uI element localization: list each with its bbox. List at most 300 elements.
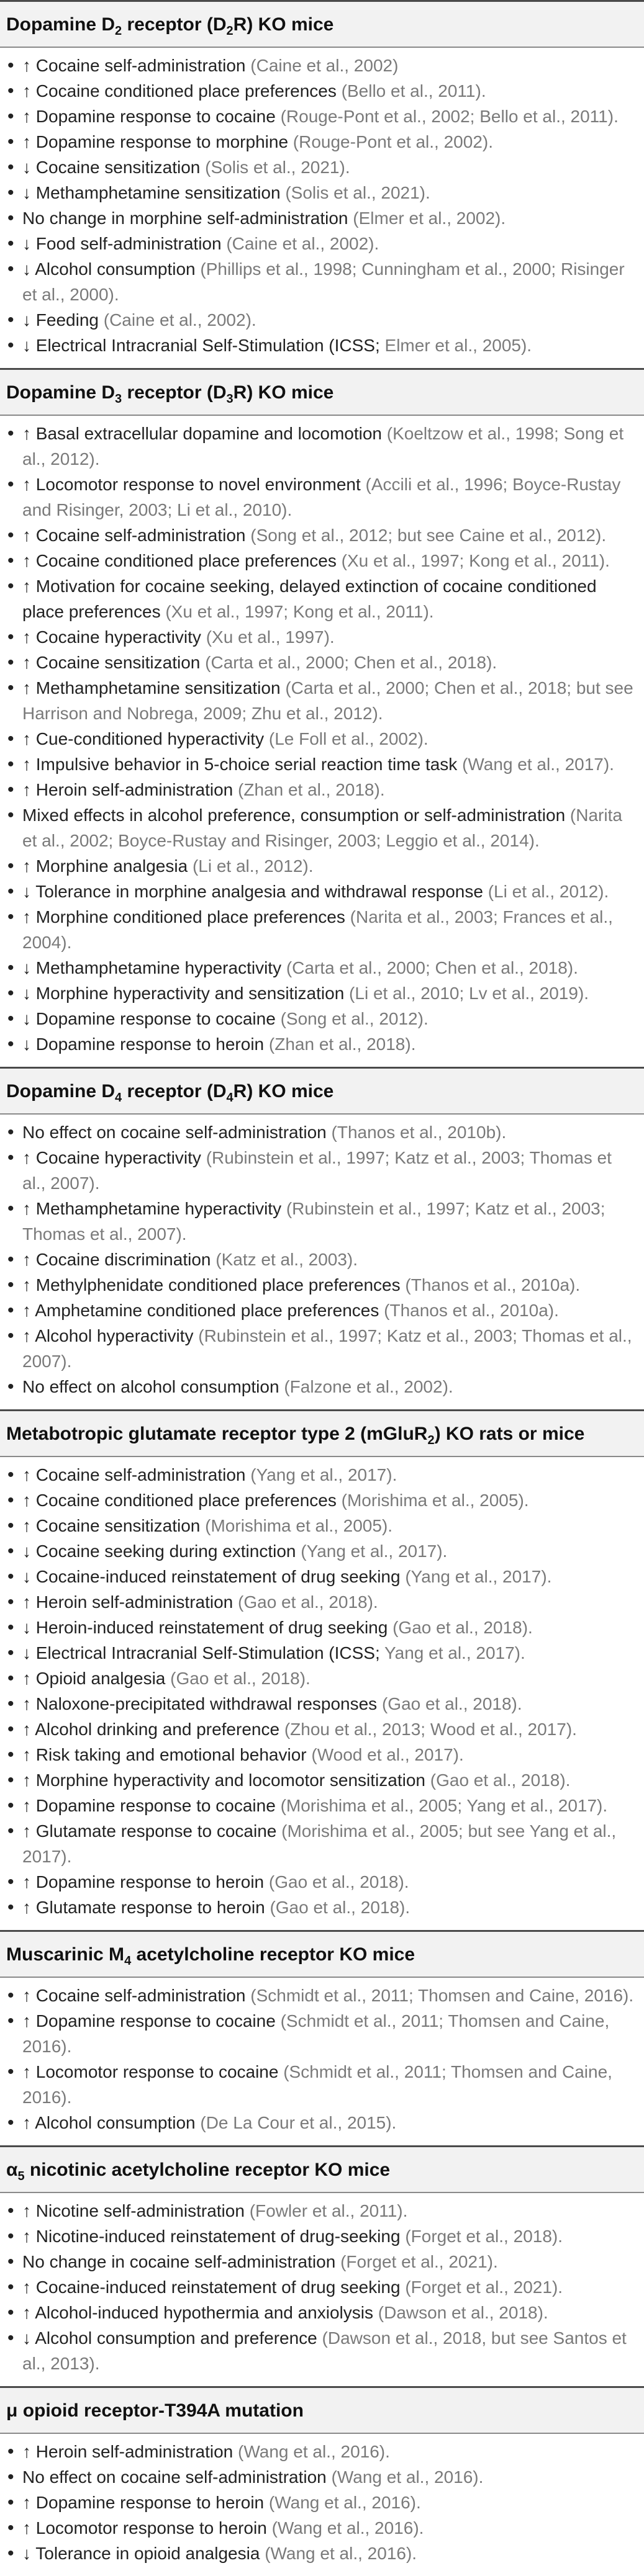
- bullet-icon: •: [7, 576, 14, 596]
- finding-item: [7, 1462, 637, 1488]
- bullet-icon: •: [7, 1465, 14, 1485]
- finding-text: ↑ Alcohol consumption: [22, 2113, 201, 2132]
- finding-text: No change in cocaine self-administration: [22, 2252, 341, 2271]
- bullet-icon: •: [7, 1897, 14, 1918]
- citation-link[interactable]: (Carta et al., 2000; Chen et al., 2018).: [286, 958, 578, 977]
- citation-link[interactable]: (Rubinstein et al., 1997; Katz et al., 2003; Thomas et al., 2007).: [22, 1199, 605, 1244]
- section-heading: [0, 1409, 644, 1457]
- finding-item: [7, 2059, 637, 2110]
- finding-item: [7, 624, 637, 650]
- finding-item: [7, 981, 637, 1006]
- finding-text: ↑ Heroin self-administration: [22, 1592, 238, 1612]
- table-section: [0, 1409, 644, 1930]
- finding-text: ↑ Cocaine hyperactivity: [22, 627, 206, 647]
- heading-text: R) KO mice: [233, 14, 334, 35]
- bullet-icon: •: [7, 1008, 14, 1029]
- citation-link[interactable]: (Schmidt et al., 2011; Thomsen and Caine, 2016).: [250, 1986, 634, 2005]
- finding-item: [7, 78, 637, 104]
- bullet-icon: •: [7, 1490, 14, 1510]
- finding-item: [7, 2300, 637, 2325]
- citation-link[interactable]: (Rouge-Pont et al., 2002; Bello et al., 2011).: [280, 107, 619, 126]
- citation-link[interactable]: (Wang et al., 2017).: [462, 755, 614, 774]
- finding-item: [7, 1640, 637, 1666]
- finding-text: ↑ Heroin self-administration: [22, 2442, 238, 2461]
- citation-link[interactable]: (Thanos et al., 2010a).: [384, 1301, 559, 1320]
- finding-list: [0, 1457, 644, 1930]
- citation-link[interactable]: (Koeltzow et al., 1998; Song et al., 2012).: [22, 424, 624, 469]
- finding-item: [7, 155, 637, 180]
- finding-text: ↓ Methamphetamine hyperactivity: [22, 958, 286, 977]
- table-section: [0, 2145, 644, 2386]
- bullet-icon: •: [7, 1985, 14, 2006]
- finding-text: ↑ Locomotor response to cocaine: [22, 2062, 284, 2081]
- bullet-icon: •: [7, 779, 14, 800]
- finding-item: [7, 1983, 637, 2008]
- bullet-icon: •: [7, 106, 14, 127]
- citation-link[interactable]: Elmer et al., 2005).: [384, 336, 532, 355]
- citation-link[interactable]: (Morishima et al., 2005).: [341, 1491, 529, 1510]
- finding-text: ↓ Morphine hyperactivity and sensitization: [22, 984, 350, 1003]
- heading-text: nicotinic acetylcholine receptor KO mice: [24, 2160, 391, 2180]
- finding-text: ↑ Heroin self-administration: [22, 780, 238, 799]
- finding-text: ↑ Glutamate response to heroin: [22, 1898, 270, 1917]
- finding-text: No change in morphine self-administration: [22, 209, 353, 228]
- finding-item: [7, 256, 637, 307]
- finding-text: ↑ Cocaine sensitization: [22, 653, 206, 672]
- finding-text: ↑ Cocaine self-administration: [22, 56, 251, 75]
- citation-link[interactable]: (Rubinstein et al., 1997; Katz et al., 2003; Thomas et al., 2007).: [22, 1326, 632, 1371]
- bullet-icon: •: [7, 2112, 14, 2133]
- bullet-icon: •: [7, 1744, 14, 1765]
- bullet-icon: •: [7, 233, 14, 254]
- finding-item: [7, 231, 637, 256]
- finding-item: [7, 53, 637, 78]
- finding-text: ↑ Dopamine response to cocaine: [22, 107, 281, 126]
- finding-item: [7, 904, 637, 955]
- bullet-icon: •: [7, 1592, 14, 1612]
- section-heading: [0, 1930, 644, 1978]
- finding-item: [7, 1691, 637, 1717]
- heading-text: receptor (D: [122, 382, 227, 403]
- finding-text: ↓ Heroin-induced reinstatement of drug seeking: [22, 1618, 393, 1637]
- heading-subscript: 2: [115, 24, 122, 38]
- bullet-icon: •: [7, 550, 14, 571]
- finding-text: ↑ Nicotine-induced reinstatement of drug-seeking: [22, 2227, 406, 2246]
- citation-link[interactable]: (Katz et al., 2003).: [215, 1250, 358, 1269]
- bullet-icon: •: [7, 525, 14, 545]
- finding-text: ↑ Naloxone-precipitated withdrawal responses: [22, 1694, 382, 1713]
- citation-link[interactable]: (Gao et al., 2018).: [270, 1898, 410, 1917]
- heading-text: Metabotropic glutamate receptor type 2 (mGluR: [6, 1424, 428, 1444]
- citation-link[interactable]: (Carta et al., 2000; Chen et al., 2018).: [205, 653, 497, 672]
- citation-link[interactable]: (Xu et al., 1997; Kong et al., 2011).: [165, 602, 434, 621]
- finding-text: ↑ Cue-conditioned hyperactivity: [22, 729, 269, 748]
- citation-link[interactable]: (Gao et al., 2018).: [392, 1618, 533, 1637]
- finding-text: ↑ Opioid analgesia: [22, 1669, 171, 1688]
- finding-item: [7, 1006, 637, 1031]
- bullet-icon: •: [7, 958, 14, 978]
- citation-link[interactable]: (Wang et al., 2016).: [238, 2442, 390, 2461]
- citation-link[interactable]: (Falzone et al., 2002).: [284, 1377, 453, 1396]
- bullet-icon: •: [7, 335, 14, 356]
- bullet-icon: •: [7, 81, 14, 101]
- finding-text: ↑ Glutamate response to cocaine: [22, 1821, 282, 1841]
- citation-link[interactable]: (Gao et al., 2018).: [381, 1694, 522, 1713]
- section-heading: [0, 368, 644, 416]
- bullet-icon: •: [7, 881, 14, 902]
- finding-item: [7, 1767, 637, 1793]
- finding-text: ↑ Nicotine self-administration: [22, 2201, 250, 2220]
- finding-text: ↓ Alcohol consumption: [22, 259, 201, 279]
- bullet-icon: •: [7, 1694, 14, 1714]
- citation-link[interactable]: (Forget et al., 2021).: [340, 2252, 498, 2271]
- heading-subscript: 3: [226, 392, 234, 406]
- citation-link[interactable]: (Solis et al., 2021).: [285, 183, 430, 202]
- bullet-icon: •: [7, 259, 14, 279]
- citation-link[interactable]: (Narita et al., 2003; Frances et al., 2004).: [22, 907, 613, 952]
- citation-link[interactable]: (Li et al., 2012).: [192, 856, 314, 876]
- finding-item: [7, 1513, 637, 1538]
- bullet-icon: •: [7, 1617, 14, 1638]
- heading-subscript: 3: [115, 392, 122, 406]
- bullet-icon: •: [7, 2011, 14, 2031]
- citation-link[interactable]: (Rouge-Pont et al., 2002).: [293, 132, 493, 151]
- finding-text: No effect on alcohol consumption: [22, 1377, 284, 1396]
- finding-text: ↑ Locomotor response to novel environment: [22, 475, 366, 494]
- citation-link[interactable]: (Elmer et al., 2002).: [353, 209, 506, 228]
- heading-text: acetylcholine receptor KO mice: [131, 1944, 415, 1965]
- finding-item: [7, 650, 637, 675]
- bullet-icon: •: [7, 2543, 14, 2564]
- citation-link[interactable]: (Wang et al., 2016).: [265, 2544, 417, 2563]
- heading-text: Dopamine D: [6, 1081, 116, 1102]
- citation-link[interactable]: (Xu et al., 1997).: [206, 627, 335, 647]
- finding-item: [7, 548, 637, 573]
- finding-text: ↑ Cocaine hyperactivity: [22, 1148, 206, 1167]
- finding-text: ↑ Dopamine response to cocaine: [22, 1796, 281, 1815]
- citation-link[interactable]: (Song et al., 2012).: [280, 1009, 429, 1028]
- finding-text: ↑ Methylphenidate conditioned place preferences: [22, 1275, 406, 1295]
- finding-item: [7, 726, 637, 752]
- citation-link[interactable]: Yang et al., 2017).: [384, 1643, 525, 1663]
- finding-item: [7, 205, 637, 231]
- citation-link[interactable]: (Schmidt et al., 2011; Thomsen and Caine, 2016).: [22, 2011, 610, 2056]
- heading-subscript: 2: [226, 24, 234, 38]
- finding-text: ↓ Food self-administration: [22, 234, 227, 253]
- finding-item: [7, 2439, 637, 2464]
- finding-item: [7, 1793, 637, 1818]
- finding-text: ↑ Alcohol hyperactivity: [22, 1326, 199, 1345]
- heading-subscript: 4: [124, 1954, 132, 1968]
- citation-link[interactable]: (Fowler et al., 2011).: [249, 2201, 408, 2220]
- finding-text: ↓ Alcohol consumption and preference: [22, 2328, 322, 2348]
- finding-item: [7, 1538, 637, 1564]
- finding-item: [7, 1488, 637, 1513]
- finding-text: ↑ Basal extracellular dopamine and locomotion: [22, 424, 387, 443]
- heading-text: α: [6, 2160, 18, 2180]
- citation-link[interactable]: (Morishima et al., 2005; but see Yang et al., 2017).: [22, 1821, 617, 1866]
- bullet-icon: •: [7, 1147, 14, 1168]
- finding-list: [0, 2434, 644, 2576]
- finding-list: [0, 2193, 644, 2386]
- finding-text: ↑ Morphine hyperactivity and locomotor sensitization: [22, 1770, 430, 1790]
- finding-text: ↓ Electrical Intracranial Self-Stimulation (ICSS;: [22, 1643, 385, 1663]
- finding-item: [7, 1120, 637, 1145]
- finding-text: ↑ Cocaine sensitization: [22, 1516, 206, 1535]
- finding-text: ↑ Dopamine response to cocaine: [22, 2011, 281, 2031]
- table-section: [0, 1067, 644, 1409]
- finding-text: ↑ Motivation for cocaine seeking, delayed extinction of cocaine conditioned place preferences: [22, 577, 597, 621]
- section-heading: [0, 2145, 644, 2193]
- finding-text: ↑ Dopamine response to heroin: [22, 1872, 269, 1892]
- finding-item: [7, 2198, 637, 2224]
- bullet-icon: •: [7, 1770, 14, 1790]
- finding-item: [7, 1374, 637, 1399]
- citation-link[interactable]: (Bello et al., 2011).: [341, 81, 486, 101]
- bullet-icon: •: [7, 55, 14, 76]
- bullet-icon: •: [7, 2201, 14, 2221]
- bullet-icon: •: [7, 1821, 14, 1841]
- finding-item: [7, 1196, 637, 1247]
- finding-item: [7, 472, 637, 523]
- finding-text: ↓ Methamphetamine sensitization: [22, 183, 286, 202]
- finding-text: ↓ Tolerance in morphine analgesia and withdrawal response: [22, 882, 488, 901]
- finding-text: ↑ Cocaine-induced reinstatement of drug seeking: [22, 2278, 406, 2297]
- finding-item: [7, 421, 637, 472]
- heading-text: Muscarinic M: [6, 1944, 125, 1965]
- bullet-icon: •: [7, 182, 14, 203]
- finding-text: ↑ Cocaine conditioned place preferences: [22, 551, 342, 570]
- finding-list: [0, 416, 644, 1067]
- finding-item: [7, 675, 637, 726]
- citation-link[interactable]: (Forget et al., 2021).: [405, 2278, 563, 2297]
- bullet-icon: •: [7, 1300, 14, 1321]
- finding-item: [7, 333, 637, 358]
- bullet-icon: •: [7, 1719, 14, 1739]
- finding-item: [7, 129, 637, 155]
- finding-text: ↓ Dopamine response to cocaine: [22, 1009, 281, 1028]
- citation-link[interactable]: (Gao et al., 2018).: [268, 1872, 409, 1892]
- finding-item: [7, 1869, 637, 1895]
- finding-item: [7, 1717, 637, 1742]
- citation-link[interactable]: (Carta et al., 2000; Chen et al., 2018; but see Harrison and Nobrega, 2009; Zhu et al., 2012).: [22, 678, 633, 723]
- heading-text: receptor (D: [122, 1081, 227, 1102]
- heading-text: receptor (D: [122, 14, 227, 35]
- citation-link[interactable]: (Caine et al., 2002): [250, 56, 399, 75]
- citation-link[interactable]: (Zhou et al., 2013; Wood et al., 2017).: [284, 1720, 577, 1739]
- citation-link[interactable]: (Yang et al., 2017).: [250, 1465, 397, 1484]
- finding-item: [7, 955, 637, 981]
- citation-link[interactable]: (Morishima et al., 2005).: [205, 1516, 393, 1535]
- citation-link[interactable]: (Dawson et al., 2018, but see Santos et al., 2013).: [22, 2328, 627, 2373]
- finding-list: [0, 1978, 644, 2145]
- finding-item: [7, 2224, 637, 2249]
- bullet-icon: •: [7, 208, 14, 228]
- bullet-icon: •: [7, 2302, 14, 2323]
- citation-link[interactable]: (Xu et al., 1997; Kong et al., 2011).: [341, 551, 610, 570]
- citation-link[interactable]: (Gao et al., 2018).: [430, 1770, 571, 1790]
- finding-item: [7, 777, 637, 802]
- heading-text: Dopamine D: [6, 382, 116, 403]
- finding-item: [7, 180, 637, 205]
- finding-text: ↓ Cocaine-induced reinstatement of drug seeking: [22, 1567, 406, 1586]
- section-heading: [0, 1067, 644, 1115]
- finding-item: [7, 1615, 637, 1640]
- bullet-icon: •: [7, 1122, 14, 1142]
- heading-subscript: 5: [17, 2170, 25, 2183]
- citation-link[interactable]: (Gao et al., 2018).: [238, 1592, 378, 1612]
- citation-link[interactable]: (Yang et al., 2017).: [301, 1542, 448, 1561]
- finding-text: ↑ Methamphetamine hyperactivity: [22, 1199, 286, 1218]
- citation-link[interactable]: (Thanos et al., 2010a).: [405, 1275, 581, 1295]
- bullet-icon: •: [7, 1668, 14, 1689]
- citation-link[interactable]: (Wang et al., 2016).: [331, 2467, 484, 2487]
- bullet-icon: •: [7, 805, 14, 825]
- citation-link[interactable]: (Li et al., 2010; Lv et al., 2019).: [349, 984, 589, 1003]
- finding-item: [7, 573, 637, 624]
- heading-subscript: 4: [115, 1091, 122, 1105]
- citation-link[interactable]: (Narita et al., 2002; Boyce-Rustay and Risinger, 2003; Leggio et al., 2014).: [22, 806, 622, 850]
- bullet-icon: •: [7, 678, 14, 698]
- finding-item: [7, 523, 637, 548]
- finding-item: [7, 1272, 637, 1298]
- bullet-icon: •: [7, 474, 14, 495]
- citation-link[interactable]: (Gao et al., 2018).: [170, 1669, 311, 1688]
- citation-link[interactable]: (Song et al., 2012; but see Caine et al., 2012).: [250, 526, 607, 545]
- bullet-icon: •: [7, 2518, 14, 2538]
- bullet-icon: •: [7, 1275, 14, 1295]
- citation-link[interactable]: (Accili et al., 1996; Boyce-Rustay and Risinger, 2003; Li et al., 2010).: [22, 475, 621, 519]
- citation-link[interactable]: (Morishima et al., 2005; Yang et al., 2017).: [280, 1796, 608, 1815]
- bullet-icon: •: [7, 2441, 14, 2462]
- citation-link[interactable]: (Thanos et al., 2010b).: [331, 1123, 507, 1142]
- finding-item: [7, 2008, 637, 2059]
- finding-text: No effect on cocaine self-administration: [22, 2467, 332, 2487]
- heading-subscript: 4: [226, 1091, 234, 1105]
- finding-item: [7, 1564, 637, 1589]
- bullet-icon: •: [7, 652, 14, 673]
- finding-item: [7, 752, 637, 777]
- finding-item: [7, 1145, 637, 1196]
- bullet-icon: •: [7, 1376, 14, 1397]
- citation-link[interactable]: (Wang et al., 2016).: [271, 2518, 424, 2538]
- bullet-icon: •: [7, 2328, 14, 2348]
- finding-item: [7, 1323, 637, 1374]
- heading-text: R) KO mice: [233, 382, 334, 403]
- bullet-icon: •: [7, 1249, 14, 1270]
- citation-link[interactable]: (Wood et al., 2017).: [311, 1745, 464, 1764]
- finding-text: ↑ Dopamine response to heroin: [22, 2493, 269, 2512]
- finding-item: [7, 1666, 637, 1691]
- finding-item: [7, 802, 637, 853]
- citation-link[interactable]: (Caine et al., 2002).: [103, 310, 256, 330]
- citation-link[interactable]: (Zhan et al., 2018).: [268, 1034, 416, 1054]
- bullet-icon: •: [7, 2492, 14, 2513]
- heading-text: R) KO mice: [233, 1081, 334, 1102]
- citation-link[interactable]: (Li et al., 2012).: [488, 882, 609, 901]
- citation-link[interactable]: (Caine et al., 2002).: [226, 234, 379, 253]
- finding-item: [7, 104, 637, 129]
- bullet-icon: •: [7, 2226, 14, 2246]
- finding-text: ↑ Cocaine self-administration: [22, 526, 251, 545]
- bullet-icon: •: [7, 2277, 14, 2297]
- finding-text: ↑ Locomotor response to heroin: [22, 2518, 272, 2538]
- finding-text: No effect on cocaine self-administration: [22, 1123, 332, 1142]
- finding-text: Mixed effects in alcohol preference, consumption or self-administration: [22, 806, 570, 825]
- heading-subscript: 2: [427, 1434, 435, 1447]
- bullet-icon: •: [7, 1643, 14, 1663]
- citation-link[interactable]: (Phillips et al., 1998; Cunningham et al., 2000; Risinger et al., 2000).: [22, 259, 625, 304]
- finding-item: [7, 853, 637, 879]
- finding-item: [7, 2490, 637, 2515]
- bullet-icon: •: [7, 754, 14, 774]
- finding-item: [7, 1031, 637, 1057]
- bullet-icon: •: [7, 983, 14, 1003]
- bullet-icon: •: [7, 856, 14, 876]
- finding-text: ↑ Cocaine self-administration: [22, 1465, 251, 1484]
- heading-text: ) KO rats or mice: [434, 1424, 585, 1444]
- finding-text: ↑ Impulsive behavior in 5-choice serial reaction time task: [22, 755, 463, 774]
- citation-link[interactable]: (Yang et al., 2017).: [405, 1567, 552, 1586]
- finding-item: [7, 1742, 637, 1767]
- heading-text: Dopamine D: [6, 14, 116, 35]
- finding-text: ↑ Amphetamine conditioned place preferences: [22, 1301, 384, 1320]
- finding-item: [7, 1247, 637, 1272]
- finding-text: ↑ Dopamine response to morphine: [22, 132, 293, 151]
- bullet-icon: •: [7, 423, 14, 444]
- finding-text: ↑ Risk taking and emotional behavior: [22, 1745, 312, 1764]
- citation-link[interactable]: (Wang et al., 2016).: [268, 2493, 421, 2512]
- finding-text: ↓ Electrical Intracranial Self-Stimulation (ICSS;: [22, 336, 385, 355]
- finding-text: ↑ Alcohol drinking and preference: [22, 1720, 284, 1739]
- citation-link[interactable]: (Solis et al., 2021).: [205, 158, 350, 177]
- bullet-icon: •: [7, 1872, 14, 1892]
- finding-text: ↑ Cocaine conditioned place preferences: [22, 81, 342, 101]
- finding-text: ↓ Cocaine seeking during extinction: [22, 1542, 301, 1561]
- bullet-icon: •: [7, 310, 14, 330]
- citation-link[interactable]: (Dawson et al., 2018).: [378, 2303, 548, 2322]
- bullet-icon: •: [7, 1198, 14, 1219]
- bullet-icon: •: [7, 2062, 14, 2082]
- finding-item: [7, 2110, 637, 2135]
- citation-link[interactable]: (Le Foll et al., 2002).: [268, 729, 429, 748]
- finding-list: [0, 1115, 644, 1409]
- finding-text: ↓ Feeding: [22, 310, 104, 330]
- finding-item: [7, 1589, 637, 1615]
- table-section: [0, 368, 644, 1067]
- finding-text: ↑ Methamphetamine sensitization: [22, 678, 286, 698]
- finding-item: [7, 2325, 637, 2376]
- citation-link[interactable]: (Rubinstein et al., 1997; Katz et al., 2003; Thomas et al., 2007).: [22, 1148, 612, 1193]
- table-section: [0, 2386, 644, 2576]
- bullet-icon: •: [7, 729, 14, 749]
- finding-text: ↑ Cocaine conditioned place preferences: [22, 1491, 342, 1510]
- finding-text: ↑ Morphine analgesia: [22, 856, 193, 876]
- bullet-icon: •: [7, 627, 14, 647]
- finding-item: [7, 1818, 637, 1869]
- citation-link[interactable]: (Schmidt et al., 2011; Thomsen and Caine, 2016).: [22, 2062, 612, 2107]
- citation-link[interactable]: (De La Cour et al., 2015).: [200, 2113, 397, 2132]
- finding-text: ↓ Dopamine response to heroin: [22, 1034, 269, 1054]
- finding-item: [7, 2541, 637, 2566]
- bullet-icon: •: [7, 132, 14, 152]
- citation-link[interactable]: (Forget et al., 2018).: [405, 2227, 563, 2246]
- finding-text: ↑ Cocaine self-administration: [22, 1986, 251, 2005]
- citation-link[interactable]: (Zhan et al., 2018).: [238, 780, 385, 799]
- finding-text: ↑ Morphine conditioned place preferences: [22, 907, 350, 927]
- finding-item: [7, 879, 637, 904]
- finding-item: [7, 2464, 637, 2490]
